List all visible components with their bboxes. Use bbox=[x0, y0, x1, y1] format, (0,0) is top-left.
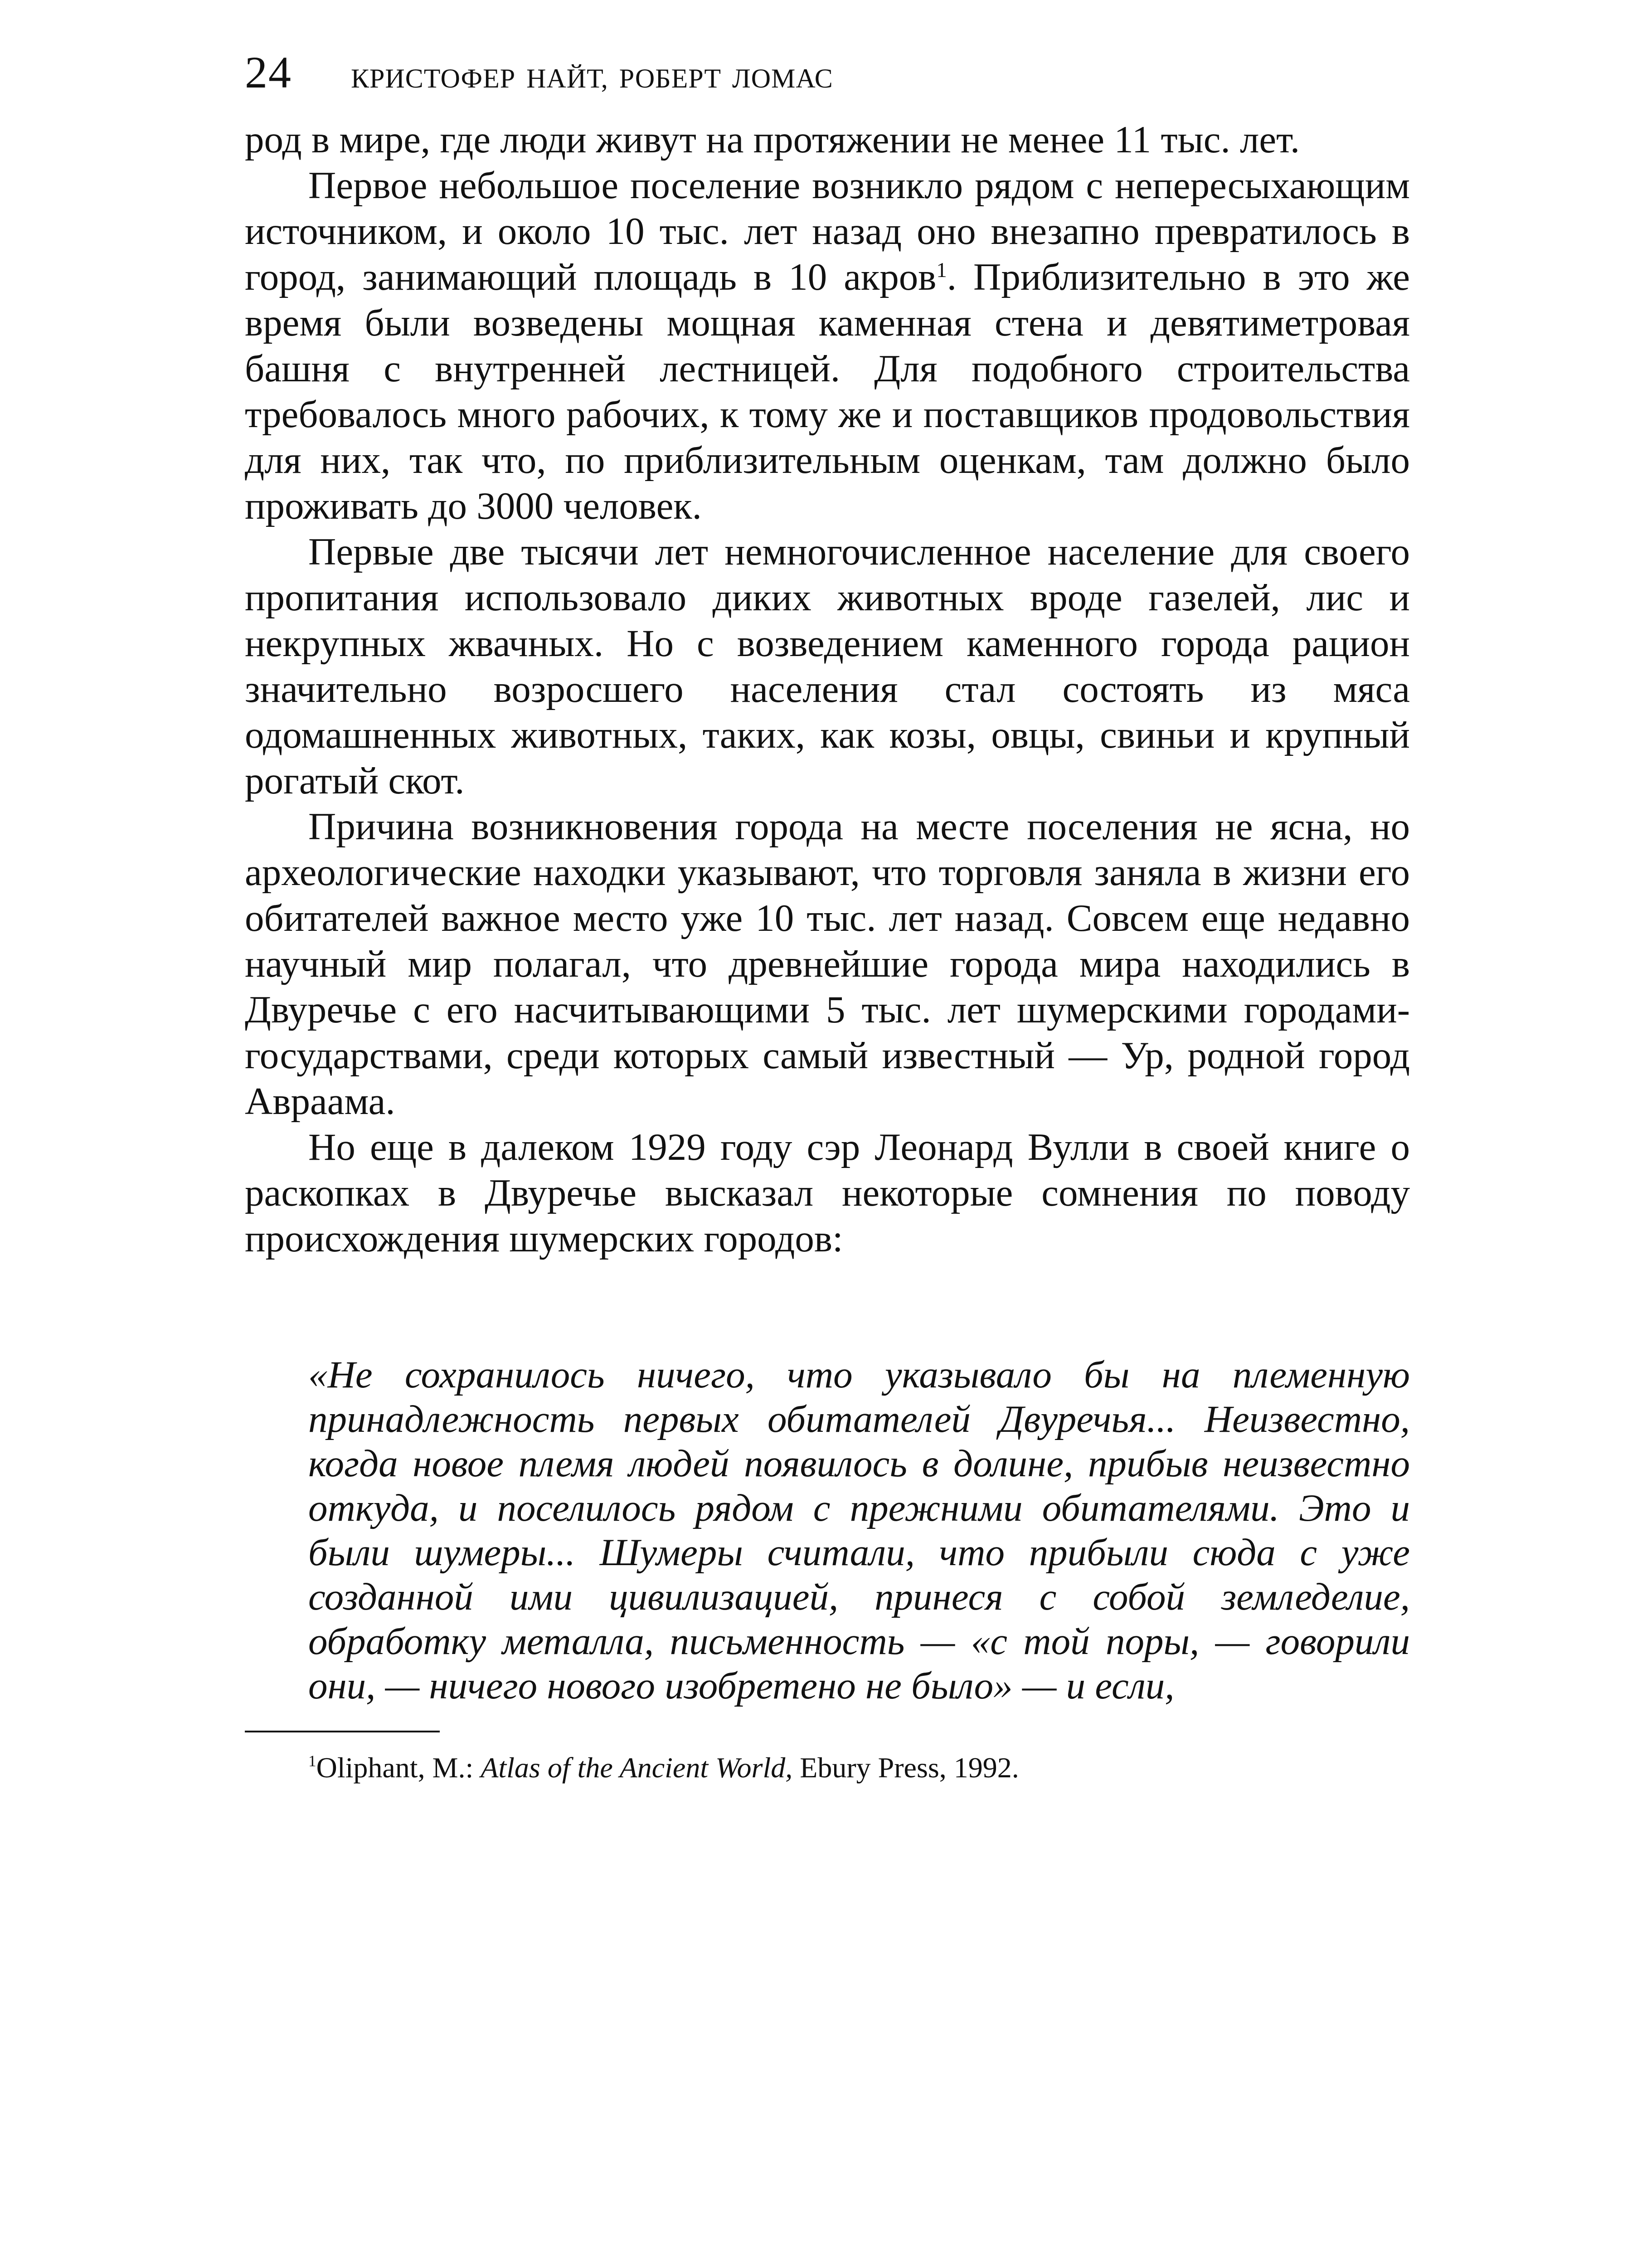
paragraph-4: Причина возникновения города на месте поселения не ясна, но археологические находки указывают, что торговля заняла в жизни его обитателей важное место уже 10 тыс. лет назад. Совсем еще недавно научный мир полагал, что древнейшие города мира находились в Двуречье с его насчитывающими 5 тыс. лет шумерскими городами-государствами, среди которых самый известный — Ур, родной город Авраама. bbox=[245, 805, 1410, 1123]
paragraph-2-text-a: Первое небольшое поселение возникло рядом с непересыхающим источником, и около 10 тыс. лет назад оно внезапно превратилось в город, занимающий площадь в 10 акров bbox=[245, 164, 1410, 298]
footnote-title: Atlas of the Ancient World, bbox=[481, 1751, 793, 1784]
book-page bbox=[245, 47, 1410, 1786]
paragraph-1: род в мире, где люди живут на протяжении не менее 11 тыс. лет. bbox=[245, 118, 1300, 161]
footnote-divider bbox=[245, 1731, 440, 1732]
footnote-publisher: Ebury Press, 1992. bbox=[792, 1751, 1019, 1784]
paragraph-2-text-b: . Приблизительно в это же время были возведены мощная каменная стена и девятиметровая башня с внутренней лестницей. Для подобного строительства требовалось много рабочих, к тому же и поставщиков продовольствия для них, так что, по приблизительным оценкам, там должно было проживать до 3000 человек. bbox=[245, 256, 1410, 527]
paragraph-2 bbox=[245, 163, 1410, 529]
footnote-marker: 1 bbox=[308, 1752, 316, 1770]
footnote-reference: 1 bbox=[936, 258, 947, 282]
paragraph-3: Первые две тысячи лет немногочисленное население для своего пропитания использовало диких животных вроде газелей, лис и некрупных жвачных. Но с возведением каменного города рацион значительно возросшего населения стал состоять из мяса одомашненных животных, таких, как козы, овцы, свиньи и крупный рогатый скот. bbox=[245, 530, 1410, 802]
block-quote: «Не сохранилось ничего, что указывало бы на племенную принадлежность первых обитателей Двуречья... Неизвестно, когда новое племя людей появилось в долине, прибыв неизвестно откуда, и поселилось рядом с прежними обитателями. Это и были шумеры... Шумеры считали, что прибыли сюда с уже созданной ими цивилизацией, принеся с собой земледелие, обработку металла, письменность — «с той поры, — говорили они, — ничего нового изобретено не было» — и если, bbox=[308, 1353, 1410, 1707]
running-head bbox=[245, 47, 1410, 97]
page-number: 24 bbox=[245, 47, 292, 97]
footnote bbox=[245, 1750, 1410, 1786]
running-title: КРИСТОФЕР НАЙТ, РОБЕРТ ЛОМАС bbox=[351, 63, 833, 93]
footnote-author: Oliphant, M.: bbox=[316, 1751, 481, 1784]
paragraph-5: Но еще в далеком 1929 году сэр Леонард Вулли в своей книге о раскопках в Двуречье высказал некоторые сомнения по поводу происхождения шумерских городов: bbox=[245, 1126, 1410, 1260]
